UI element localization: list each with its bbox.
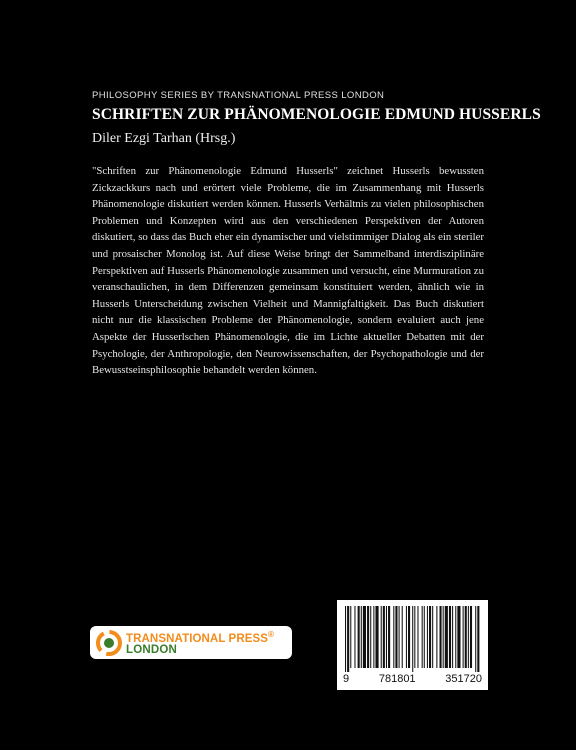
barcode-bar	[388, 606, 390, 668]
barcode-bar	[432, 606, 433, 668]
barcode-bar	[445, 606, 448, 668]
barcode-bar	[468, 606, 469, 668]
book-blurb: "Schriften zur Phänomenologie Edmund Husserls" zeichnet Husserls bewussten Zickzackkurs nach und erörtert viele Probleme, die im Zusammenhang mit Husserls Phänomenologie diskutiert werden können. Husserls Verhältnis zu vielen philosophischen Problemen und Konzepten wird aus den verschiedenen Perspektiven der Autoren diskutiert, so dass das Buch eher ein dynamischer und vielstimmiger Dialog als ein steriler und prosaischer Monolog ist. Auf diese Weise bringt der Sammelband interdisziplinäre Perspektiven auf Husserls Phänomenologie zusammen und versucht, eine Murmuration zu veranschaulichen, in dem Differenzen gemeinsam konstituiert werden, ähnlich wie in Husserls Unterscheidung zwischen Vielheit und Mannigfaltigkeit. Das Buch diskutiert nicht nur die klassischen Probleme der Phänomenologie, sondern evaluiert auch jene Aspekte der Husserlschen Phänomenologie, die im Lichte aktueller Debatten mit der Psychologie, der Anthropologie, den Neurowissenschaften, der Psychopathologie und der Bewusstseinsphilosophie behandelt werden können.	[92, 165, 484, 377]
barcode-bar	[386, 606, 387, 668]
barcode-bar	[354, 606, 355, 668]
barcode-bar	[417, 606, 418, 668]
barcode-bar	[402, 606, 403, 668]
barcode-bar	[350, 606, 351, 668]
barcode-bar	[375, 606, 378, 668]
barcode-bar	[463, 606, 464, 668]
barcode-bar	[373, 606, 374, 668]
publisher-line1	[126, 629, 274, 645]
barcode-bar	[347, 606, 349, 672]
barcode-bar	[452, 606, 453, 668]
barcode-bar	[361, 606, 362, 668]
editor-name: Diler Ezgi Tarhan (Hrsg.)	[92, 131, 236, 146]
isbn-number	[339, 673, 486, 685]
barcode-bar	[429, 606, 431, 668]
publisher-emblem-icon	[96, 630, 122, 656]
publisher-wordmark	[126, 629, 274, 657]
barcode-bar	[449, 606, 451, 668]
barcode-bar	[399, 606, 400, 668]
barcode-bar	[477, 606, 479, 672]
barcode-bar	[412, 606, 413, 672]
publisher-logo	[90, 626, 292, 659]
barcode-bar	[427, 606, 428, 668]
barcode-bar	[470, 606, 472, 668]
barcode-bar	[414, 606, 415, 668]
barcode-bar	[443, 606, 444, 668]
book-title: SCHRIFTEN ZUR PHÄNOMENOLOGIE EDMUND HUSSERLS	[92, 106, 541, 123]
barcode-bar	[358, 606, 360, 668]
barcode-bar	[422, 606, 423, 668]
barcode-bar	[393, 606, 394, 668]
barcode-bar	[457, 606, 460, 668]
barcode-bar	[370, 606, 371, 668]
barcode-bar	[465, 606, 467, 668]
barcode-bar	[455, 606, 456, 668]
barcode-bar	[436, 606, 437, 668]
barcode-bar	[383, 606, 385, 668]
registered-mark: ®	[268, 629, 275, 639]
barcode-bar	[408, 606, 410, 668]
isbn-group-2: 351720	[445, 673, 482, 685]
barcode-bar	[381, 606, 382, 668]
barcode-bar	[406, 606, 407, 668]
barcode-bar	[363, 606, 366, 668]
series-label: PHILOSOPHY SERIES BY TRANSNATIONAL PRESS LONDON	[92, 90, 385, 101]
barcode-bar	[395, 606, 397, 668]
isbn-lead-digit: 9	[343, 673, 350, 685]
publisher-name: TRANSNATIONAL PRESS	[126, 632, 269, 645]
barcode-bar	[475, 606, 476, 672]
barcode-bars	[345, 606, 480, 672]
barcode-bar	[424, 606, 425, 668]
isbn-group-1: 781801	[378, 673, 416, 685]
barcode-bar	[440, 606, 442, 668]
barcode-bar	[345, 606, 346, 672]
barcode-bar	[367, 606, 369, 668]
isbn-barcode	[337, 600, 488, 690]
publisher-line2: LONDON	[126, 644, 178, 657]
